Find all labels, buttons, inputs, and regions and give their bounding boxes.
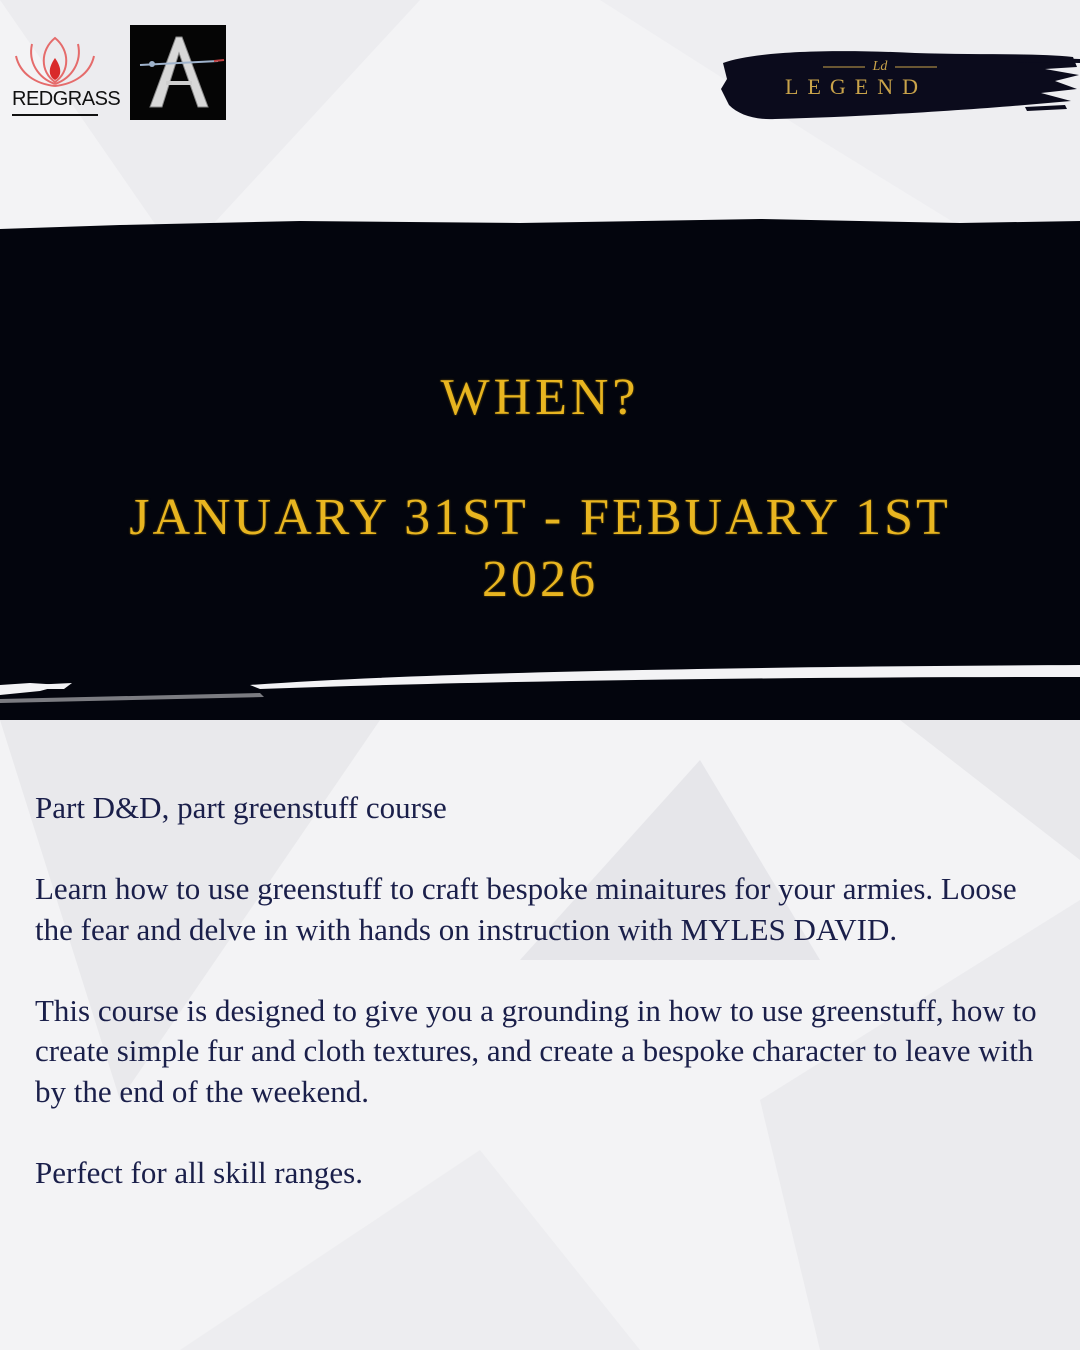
event-when-heading: WHEN? — [440, 369, 640, 426]
course-tagline: Part D&D, part greenstuff course — [35, 790, 447, 825]
course-details-paragraph: This course is designed to give you a grounding in how to use greenstuff, how to create simple fur and cloth textures, and create a bespoke character to leave with by the end of the weekend. — [35, 992, 1037, 1109]
letter-a-brush-icon — [130, 25, 226, 120]
redgrass-flower-icon — [10, 30, 100, 90]
legend-logo-text: LEGEND — [785, 74, 927, 99]
svg-text:Ld: Ld — [872, 59, 888, 74]
redgrass-logo-text: REDGRASS — [12, 88, 121, 110]
course-skill-level: Perfect for all skill ranges. — [35, 1154, 363, 1190]
course-intro-paragraph: Learn how to use greenstuff to craft bespoke minaitures for your armies. Loose the fear and delve in with hands on instruction with MYLES DAVID. — [35, 871, 1017, 947]
redgrass-logo — [10, 30, 121, 120]
a-brand-logo — [130, 25, 226, 120]
hero-brush-band — [0, 215, 1080, 720]
event-date — [100, 487, 980, 611]
event-date-range: JANUARY 31ST - FEBUARY 1ST — [129, 489, 951, 546]
course-description — [35, 788, 1045, 1234]
redgrass-underline — [12, 114, 98, 116]
event-year: 2026 — [482, 551, 598, 608]
